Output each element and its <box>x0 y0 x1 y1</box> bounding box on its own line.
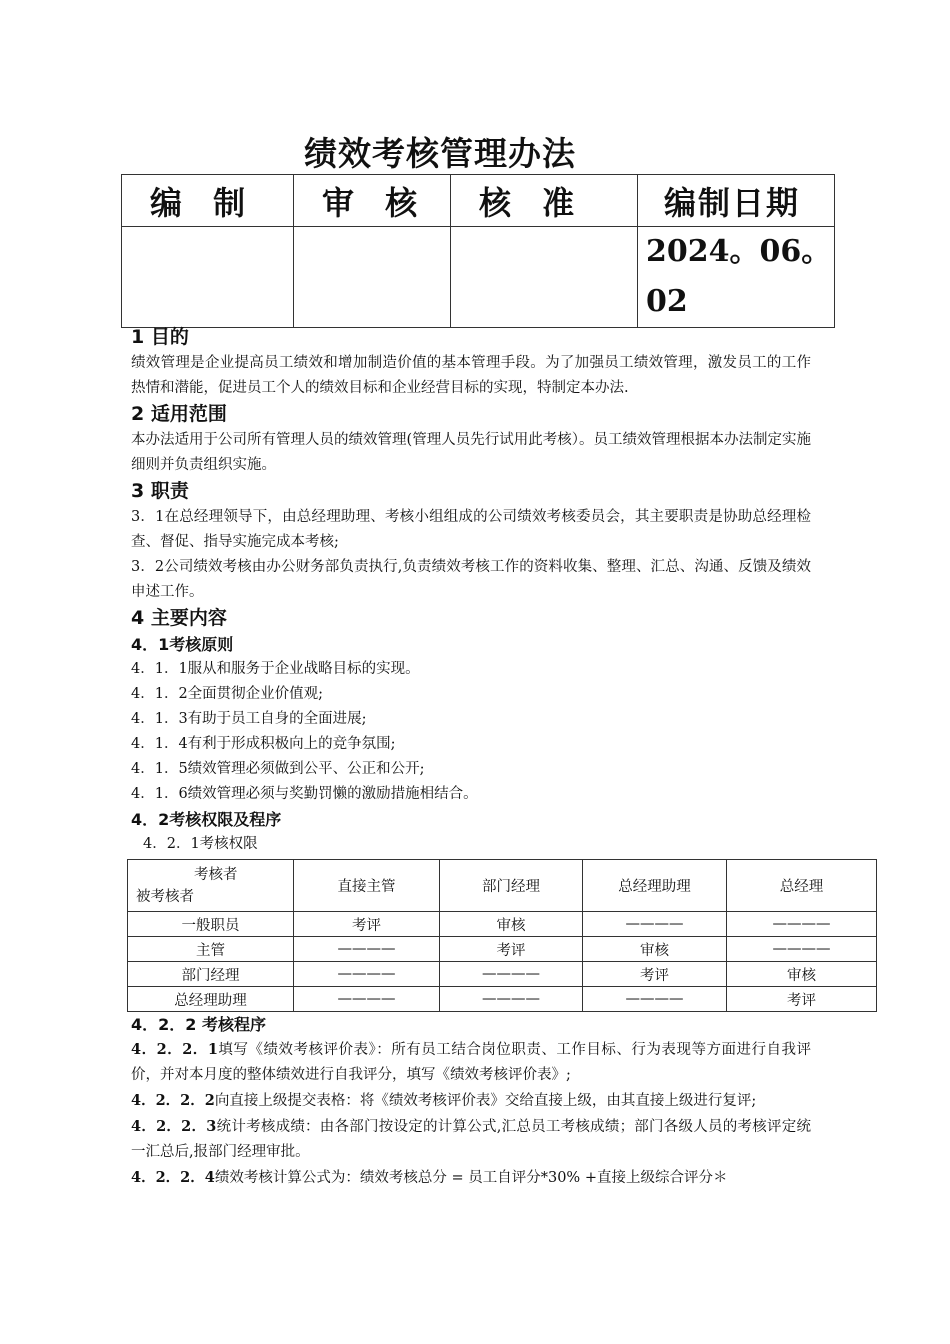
procedure-number: 4．2．2．4 <box>131 1169 215 1186</box>
column-header: 总经理助理 <box>583 860 727 912</box>
paragraph: 本办法适用于公司所有管理人员的绩效管理(管理人员先行试用此考核）。员工绩效管理根据本办法制定实施细则并负责组织实施。 <box>131 432 811 473</box>
table-header-row <box>128 860 877 912</box>
procedure-item <box>131 1037 811 1088</box>
column-header: 部门经理 <box>440 860 583 912</box>
subsection-label: 4．2．1考核权限 <box>143 836 258 852</box>
document-title: 绩效考核管理办法 <box>304 134 576 173</box>
subsection-heading: 4．1考核原则 <box>131 635 234 654</box>
document-body <box>131 324 831 1191</box>
approval-header-row <box>122 175 835 227</box>
subsection-heading: 4．2．2 考核程序 <box>131 1015 266 1034</box>
procedure-number: 4．2．2．2 <box>131 1092 215 1109</box>
table-cell: ———— <box>440 962 583 987</box>
table-cell: 考评 <box>727 987 877 1012</box>
table-cell: ———— <box>583 987 727 1012</box>
header-compiled: 编 制 <box>122 175 294 227</box>
value-date: 2024。06。02 <box>638 227 835 328</box>
row-label: 主管 <box>128 937 294 962</box>
value-reviewed <box>294 227 451 328</box>
table-cell: ———— <box>294 987 440 1012</box>
procedure-item <box>131 1114 811 1165</box>
procedure-text: 向直接上级提交表格：将《绩效考核评价表》交给直接上级，由其直接上级进行复评; <box>214 1093 757 1109</box>
table-cell: ———— <box>727 937 877 962</box>
subsection-heading: 4．2考核权限及程序 <box>131 810 282 829</box>
procedure-text: 统计考核成绩：由各部门按设定的计算公式,汇总员工考核成绩；部门各级人员的考核评定统一汇总后,报部门经理审批。 <box>131 1119 812 1160</box>
list-item: 4．1．5绩效管理必须做到公平、公正和公开; <box>131 761 425 777</box>
table-row <box>128 937 877 962</box>
table-cell: ———— <box>727 912 877 937</box>
list-item: 4．1．2全面贯彻企业价值观; <box>131 686 324 702</box>
table-cell: 考评 <box>294 912 440 937</box>
table-cell: ———— <box>440 987 583 1012</box>
table-cell: ———— <box>294 962 440 987</box>
row-label: 部门经理 <box>128 962 294 987</box>
procedure-item <box>131 1088 811 1114</box>
procedure-item <box>131 1165 811 1191</box>
table-row <box>128 912 877 937</box>
table-row <box>128 962 877 987</box>
section-heading: 4 主要内容 <box>131 607 227 629</box>
section-heading: 3 职责 <box>131 480 189 502</box>
procedure-number: 4．2．2．3 <box>131 1118 217 1135</box>
list-item: 4．1．6绩效管理必须与奖勤罚懒的激励措施相结合。 <box>131 786 478 802</box>
column-header: 直接主管 <box>294 860 440 912</box>
paragraph: 3．1在总经理领导下，由总经理助理、考核小组组成的公司绩效考核委员会，其主要职责是协助总经理检查、督促、指导实施完成本考核; <box>131 509 811 550</box>
section-heading: 2 适用范围 <box>131 403 227 425</box>
column-header: 总经理 <box>727 860 877 912</box>
header-reviewed: 审 核 <box>294 175 451 227</box>
table-cell: 审核 <box>583 937 727 962</box>
row-label: 总经理助理 <box>128 987 294 1012</box>
table-cell: 审核 <box>727 962 877 987</box>
table-cell: 审核 <box>440 912 583 937</box>
corner-top-label: 考核者 <box>194 866 238 883</box>
authority-table <box>127 859 877 1012</box>
table-cell: ———— <box>583 912 727 937</box>
list-item: 4．1．4有利于形成积极向上的竞争氛围; <box>131 736 396 752</box>
table-cell: 考评 <box>583 962 727 987</box>
approval-table <box>121 174 835 328</box>
table-row <box>128 987 877 1012</box>
header-date: 编制日期 <box>638 175 835 227</box>
list-item: 4．1．1服从和服务于企业战略目标的实现。 <box>131 661 420 677</box>
procedure-number: 4．2．2．1 <box>131 1041 218 1058</box>
approval-value-row <box>122 227 835 328</box>
value-compiled <box>122 227 294 328</box>
list-item: 4．1．3有助于员工自身的全面进展; <box>131 711 367 727</box>
table-cell: ———— <box>294 937 440 962</box>
corner-cell <box>128 860 294 912</box>
value-approved <box>451 227 638 328</box>
row-label: 一般职员 <box>128 912 294 937</box>
procedure-text: 填写《绩效考核评价表》：所有员工结合岗位职责、工作目标、行为表现等方面进行自我评价，并对本月度的整体绩效进行自我评分，填写《绩效考核评价表》; <box>131 1042 812 1083</box>
paragraph: 3．2公司绩效考核由办公财务部负责执行,负责绩效考核工作的资料收集、整理、汇总、沟通、反馈及绩效申述工作。 <box>131 559 811 600</box>
section-heading: 1 目的 <box>131 326 189 348</box>
paragraph: 绩效管理是企业提高员工绩效和增加制造价值的基本管理手段。为了加强员工绩效管理，激发员工的工作热情和潜能，促进员工个人的绩效目标和企业经营目标的实现，特制定本办法. <box>131 355 811 396</box>
corner-bottom-label: 被考核者 <box>136 888 194 905</box>
header-approved: 核 准 <box>451 175 638 227</box>
table-cell: 考评 <box>440 937 583 962</box>
procedure-text: 绩效考核计算公式为：绩效考核总分 = 员工自评分*30% +直接上级综合评分＊ <box>214 1170 728 1186</box>
